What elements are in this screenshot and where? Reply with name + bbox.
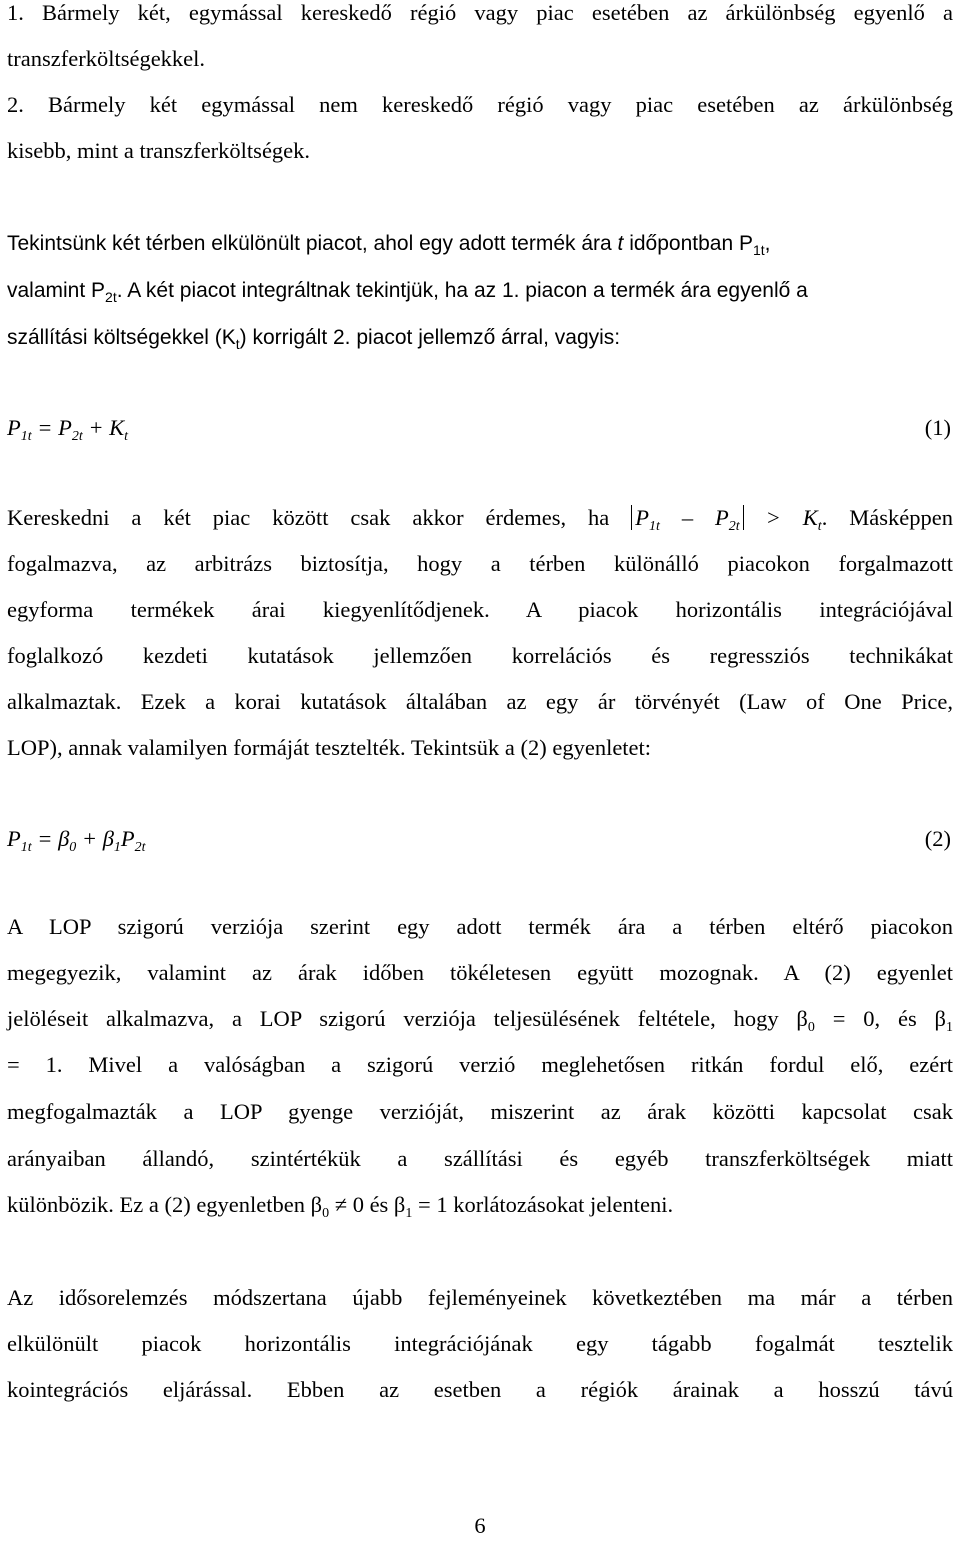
abs-difference: $P_{1t} - P_{2t}$ — [631, 505, 743, 530]
para1-line-3: szállítási költségekkel $(K_t)$ korrigált 2. piacot jellemző árral, vagyis: — [7, 326, 621, 352]
para4-line-1: Az idősorelemzés módszertana újabb fejleményeinek következtében ma már a térben — [7, 1285, 953, 1310]
para3-line-5: megfogalmazták a LOP gyenge verzióját, miszerint az árak közötti kapcsolat csak — [7, 1099, 953, 1124]
list-item-1-line-1: 1. Bármely két, egymással kereskedő régió vagy piac esetében az árkülönbség egyenlő a — [7, 0, 953, 25]
list-item-2-line-1: 2. Bármely két egymással nem kereskedő régió vagy piac esetében az árkülönbség — [7, 92, 953, 117]
para2-line-2: fogalmazva, az arbitrázs biztosítja, hogy a térben különálló piacokon forgalmazott — [7, 551, 953, 576]
equation-1: $P_{1t} = P_{2t} + K_t$ — [7, 415, 129, 444]
para1-line-2: valamint $P_{2t}$. A két piacot integráltnak tekintjük, ha az 1. piacon a termék ára egyenlő a — [7, 279, 808, 305]
para3-line-1: A LOP szigorú verziója szerint egy adott termék ára a térben eltérő piacokon — [7, 914, 953, 939]
para3-line-4: = 1. Mivel a valóságban a szigorú verzió meglehetősen ritkán fordul elő, ezért — [7, 1052, 953, 1077]
list-item-1-line-2: transzferköltségekkel. — [7, 46, 206, 71]
para2-line-3: egyforma termékek árai kiegyenlítődjenek. A piacok horizontális integrációjával — [7, 597, 953, 622]
equation-2: $P_{1t} = \beta_0 + \beta_1P_{2t}$ — [7, 826, 146, 855]
para2-line-6: LOP), annak valamilyen formáját tesztelték. Tekintsük a (2) egyenletet: — [7, 735, 652, 760]
para2-line-1: Kereskedni a két piac között csak akkor érdemes, ha $P_{1t} - P_{2t} > K_t$. Másképpen — [7, 505, 953, 534]
para2-line-5: alkalmaztak. Ezek a korai kutatások általában az egy ár törvényét (Law of One Price, — [7, 689, 953, 714]
page-number: 6 — [474, 1513, 486, 1538]
para1-line-1: Tekintsünk két térben elkülönült piacot, ahol egy adott termék ára t időpontban $P_{1t}$, — [7, 232, 771, 258]
para2-line-4: foglalkozó kezdeti kutatások jellemzően korrelációs és regressziós technikákat — [7, 643, 953, 668]
para3-line-3: jelöléseit alkalmazva, a LOP szigorú verziója teljesülésének feltétele, hogy $\beta_0 = 0$, és $\beta_1$ — [7, 1006, 953, 1035]
equation-1-number: (1) — [924, 415, 951, 440]
para3-line-6: arányaiban állandó, szintértékük a szállítási és egyéb transzferköltségek miatt — [7, 1146, 953, 1171]
para4-line-3: kointegrációs eljárással. Ebben az esetben a régiók árainak a hosszú távú — [7, 1377, 953, 1402]
list-item-2-line-2: kisebb, mint a transzferköltségek. — [7, 138, 311, 163]
para3-line-7: különbözik. Ez a (2) egyenletben $\beta_0 \ne 0$ és $\beta_1 = 1$ korlátozásokat jelenteni. — [7, 1192, 674, 1221]
para3-line-2: megegyezik, valamint az árak időben tökéletesen együtt mozognak. A (2) egyenlet — [7, 960, 953, 985]
para4-line-2: elkülönült piacok horizontális integrációjának egy tágabb fogalmát tesztelik — [7, 1331, 953, 1356]
equation-2-number: (2) — [924, 826, 951, 851]
